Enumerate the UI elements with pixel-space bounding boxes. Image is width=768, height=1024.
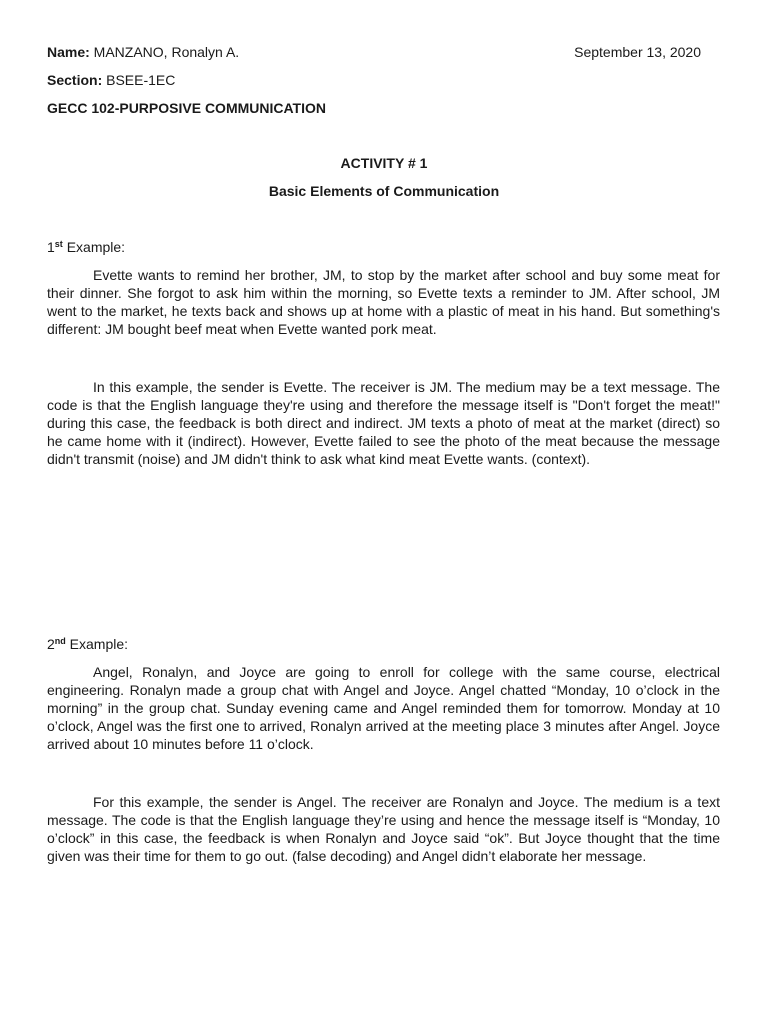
section-label: Section: xyxy=(47,72,103,88)
section-line xyxy=(47,72,175,89)
example-1-number: 1 xyxy=(47,239,55,255)
activity-title: ACTIVITY # 1 xyxy=(340,155,428,171)
document-date: September 13, 2020 xyxy=(574,44,701,60)
activity-subtitle: Basic Elements of Communication xyxy=(268,183,500,199)
student-name: MANZANO, Ronalyn A. xyxy=(89,44,240,60)
example-2-analysis: For this example, the sender is Angel. The receiver are Ronalyn and Joyce. The medium is a text message. The code is that the English language they’re using and hence the message itself is “Monday, 10 o’clock” in this case, the feedback is when Ronalyn and Joyce said “ok”. But Joyce thought that the time given was their time for them to go out. (false decoding) and Angel didn’t elaborate her message. xyxy=(47,794,720,864)
example-1-label xyxy=(47,239,125,256)
section-value: BSEE-1EC xyxy=(102,72,176,88)
example-2-number: 2 xyxy=(47,636,55,652)
name-label: Name: xyxy=(47,44,90,60)
course-title: GECC 102-PURPOSIVE COMMUNICATION xyxy=(47,100,326,116)
example-1-story: Evette wants to remind her brother, JM, to stop by the market after school and buy some meat for their dinner. She forgot to ask him within the morning, so Evette texts a reminder to JM. After school, JM went to the market, he texts back and shows up at home with a plastic of meat in his hand. But something's different: JM bought beef meat when Evette wanted pork meat. xyxy=(47,267,720,337)
example-2-label xyxy=(47,636,128,653)
example-1-ordinal: st xyxy=(54,239,63,249)
example-2-ordinal: nd xyxy=(54,636,66,646)
example-2-label-text: Example: xyxy=(65,636,129,652)
example-1-label-text: Example: xyxy=(62,239,126,255)
example-1-analysis: In this example, the sender is Evette. The receiver is JM. The medium may be a text message. The code is that the English language they're using and therefore the message itself is "Don't forget the meat!" during this case, the feedback is both direct and indirect. JM texts a photo of meat at the market (direct) so he came home with it (indirect). However, Evette failed to see the photo of the meat because the message didn't transmit (noise) and JM didn't think to ask what kind meat Evette wants. (context). xyxy=(47,379,720,467)
example-2-story: Angel, Ronalyn, and Joyce are going to enroll for college with the same course, electrical engineering. Ronalyn made a group chat with Angel and Joyce. Angel chatted “Monday, 10 o’clock in the morning” in the group chat. Sunday evening came and Angel reminded them for tomorrow. Monday at 10 o’clock, Angel was the first one to arrived, Ronalyn arrived at the meeting place 3 minutes after Angel. Joyce arrived about 10 minutes before 11 o’clock. xyxy=(47,664,720,752)
name-line xyxy=(47,44,239,61)
